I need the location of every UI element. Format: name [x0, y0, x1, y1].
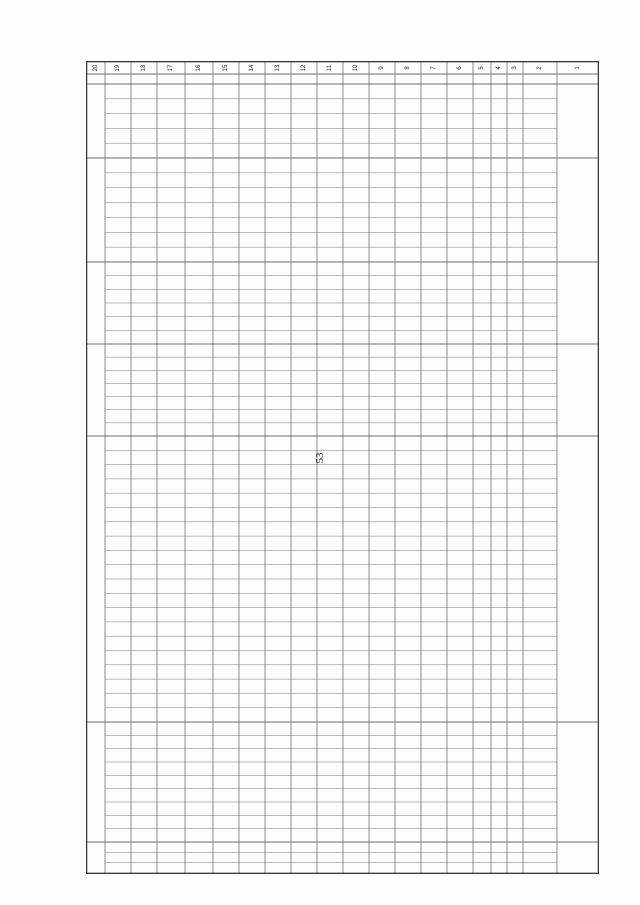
column-number: 19 — [115, 64, 121, 72]
row-block-1 — [87, 84, 598, 158]
row-block-7-2-1 — [87, 436, 598, 722]
column-number: 9 — [379, 66, 385, 70]
column-number: 3 — [512, 66, 518, 70]
row-block-1-1-4 — [87, 262, 598, 344]
column-number: 12 — [301, 64, 307, 72]
column-number: 10 — [353, 64, 359, 72]
column-number: 20 — [93, 64, 99, 72]
row-block-1-1-3 — [87, 158, 598, 262]
page-number: 53 — [314, 452, 326, 464]
column-number: 6 — [457, 66, 463, 70]
column-number: 13 — [275, 64, 281, 72]
row-block-7-2 — [87, 344, 598, 436]
column-number: 16 — [196, 64, 202, 72]
column-number: 11 — [327, 64, 333, 72]
budget-table — [86, 61, 599, 874]
column-number: 17 — [168, 64, 174, 72]
column-number: 18 — [141, 64, 147, 72]
column-number: 4 — [496, 66, 502, 70]
column-number: 1 — [574, 66, 581, 70]
column-number: 8 — [405, 66, 411, 70]
column-number: 15 — [223, 64, 229, 72]
column-number: 2 — [537, 66, 543, 70]
row-block-7-2-2 — [87, 722, 598, 842]
column-number: 7 — [431, 66, 437, 70]
column-number: 14 — [249, 64, 255, 72]
column-number: 5 — [479, 66, 485, 70]
